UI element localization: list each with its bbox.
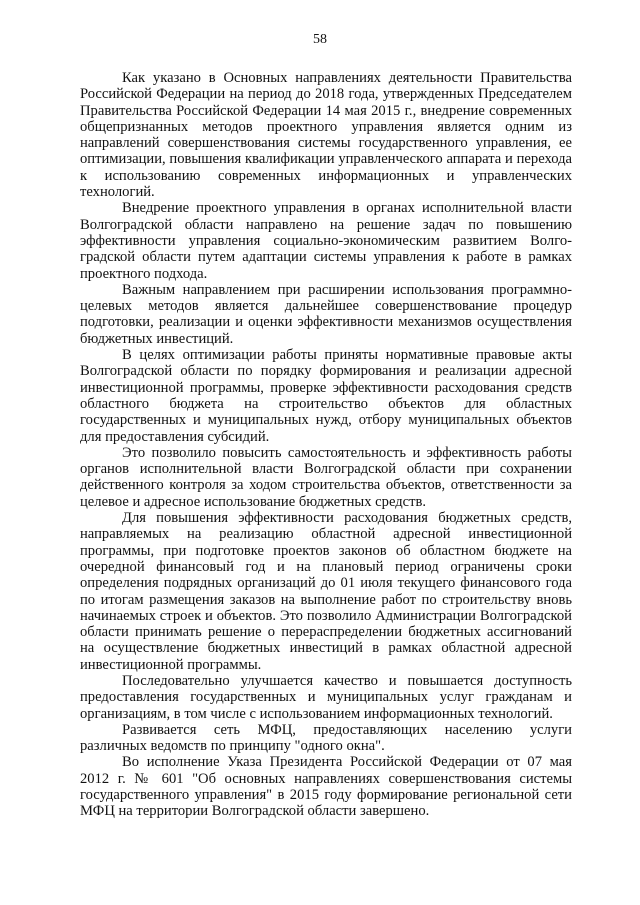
paragraph-6: Для повышения эффективности расходования бюджетных средств, направляемых на реализацию областной адресной инвестиционной программы, при подготовке проектов законов об областном бюджете на очередной финансовый год и на плановый период ограничены сроки определения подрядных организаций до 01 июля текущего финансового года по итогам размещения заказов на выполнение работ по строительству вновь начинаемых строек и объектов. Это позволило Администрации Волгоградской области принимать решение о перераспределении бюджетных ассигнований на осуществление бюджетных инвестиций в рамках областной адресной инвестиционной программы. [80,510,572,673]
paragraph-2: Внедрение проектного управления в органах исполнительной власти Волгоградской области направлено на решение задач по повышению эффективности управления социально-экономическим развитием Волгоградской области путем адаптации системы управления к работе в рамках проектного подхода. [80,200,572,282]
paragraph-3: Важным направлением при расширении использования программноцелевых методов является дальнейшее совершенствование процедур подготовки, реализации и оценки эффективности механизмов осуществления бюджетных инвестиций. [80,281,572,347]
document-body [80,70,572,820]
paragraph-9: Во исполнение Указа Президента Российской Федерации от 07 мая 2012 г. № 601 "Об основных направлениях совершенствования системы государственного управления" в 2015 году формирование региональной сети МФЦ на территории Волгоградской области завершено. [80,754,572,820]
paragraph-4: В целях оптимизации работы приняты нормативные правовые акты Волгоградской области по порядку формирования и реализации адресной инвестиционной программы, проверке эффективности расходования средств областного бюджета на строительство объектов для областных государственных и муниципальных нужд, отбору муниципальных объектов для предоставления субсидий. [80,347,572,445]
paragraph-1: Как указано в Основных направлениях деятельности Правительства Российской Федерации на период до 2018 года, утвержденных Председателем Правительства Российской Федерации 14 мая 2015 г., внедрение современных общепризнанных методов проектного управления является одним из направлений совершенствования системы государственного управления, ее оптимизации, повышения квалификации управленческого аппарата и перехода к использованию современных информационных и управленческих технологий. [80,70,572,201]
page-number: 58 [313,32,327,47]
paragraph-7: Последовательно улучшается качество и повышается доступность предоставления государственных и муниципальных услуг гражданам и организациям, в том числе с использованием информационных технологий. [80,672,572,722]
paragraph-5: Это позволило повысить самостоятельность и эффективность работы органов исполнительной власти Волгоградской области при сохранении действенного контроля за ходом строительства объектов, ответственности за целевое и адресное использование бюджетных средств. [80,444,572,510]
paragraph-8: Развивается сеть МФЦ, предоставляющих населению услуги различных ведомств по принципу "одного окна". [80,721,572,755]
